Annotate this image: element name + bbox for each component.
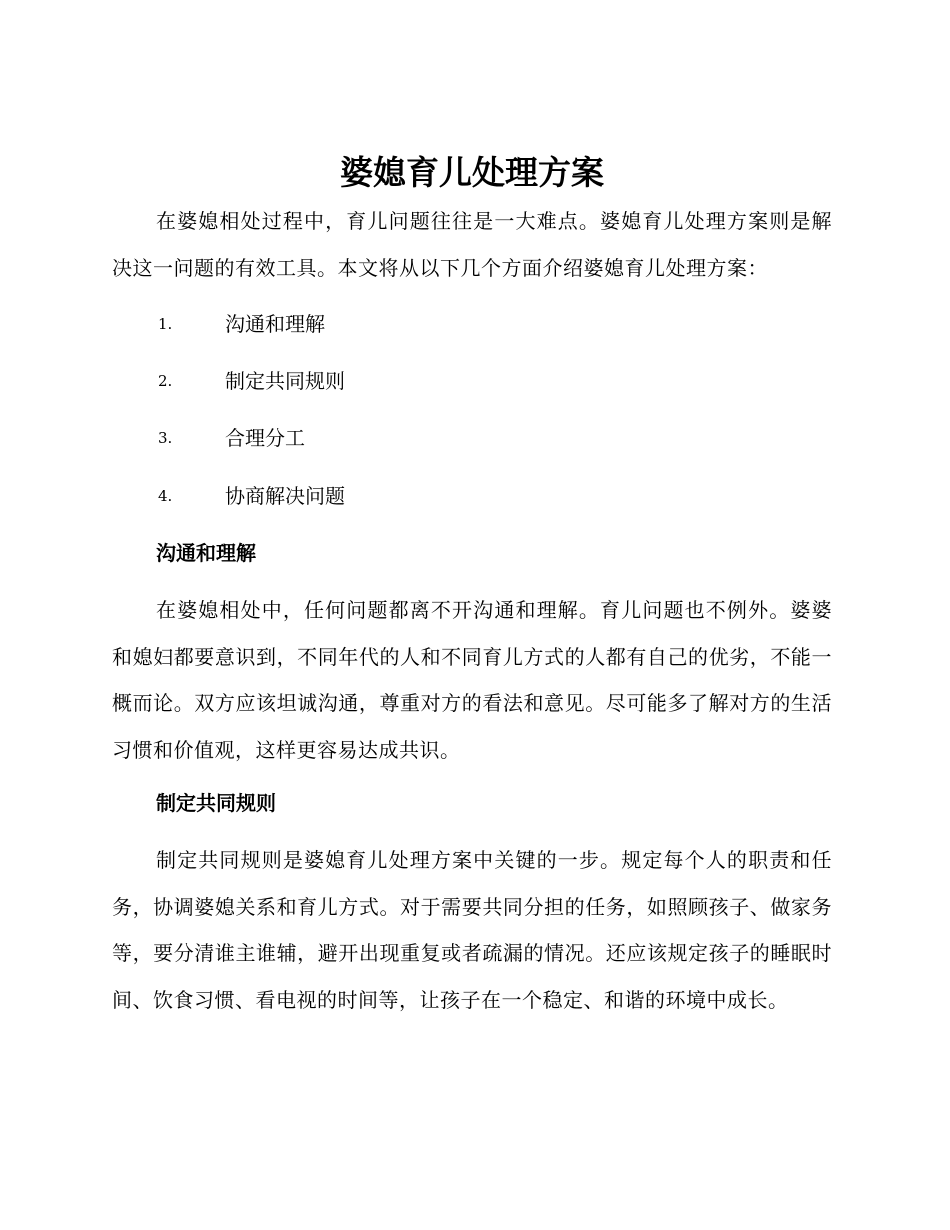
list-number: 2. <box>158 372 173 390</box>
list-text: 协商解决问题 <box>225 484 345 508</box>
section-body: 制定共同规则是婆媳育儿处理方案中关键的一步。规定每个人的职责和任务，协调婆媳关系和育儿方式。对于需要共同分担的任务，如照顾孩子、做家务等，要分清谁主谁辅，避开出现重复或者疏漏的情况。还应该规定孩子的睡眠时间、饮食习惯、看电视的时间等，让孩子在一个稳定、和谐的环境中成长。 <box>112 848 832 1012</box>
list-text: 合理分工 <box>225 426 305 450</box>
list-item <box>112 366 832 396</box>
section-heading: 制定共同规则 <box>156 791 276 815</box>
list-item <box>112 481 832 511</box>
intro-paragraph: 在婆媳相处过程中，育儿问题往往是一大难点。婆媳育儿处理方案则是解决这一问题的有效工具。本文将从以下几个方面介绍婆媳育儿处理方案： <box>112 209 832 280</box>
list-item <box>112 309 832 339</box>
list-text: 沟通和理解 <box>225 312 325 336</box>
document-title: 婆媳育儿处理方案 <box>340 153 604 192</box>
list-number: 4. <box>158 487 173 505</box>
section-body: 在婆媳相处中，任何问题都离不开沟通和理解。育儿问题也不例外。婆婆和媳妇都要意识到，不同年代的人和不同育儿方式的人都有自己的优劣，不能一概而论。双方应该坦诚沟通，尊重对方的看法和意见。尽可能多了解对方的生活习惯和价值观，这样更容易达成共识。 <box>112 598 832 762</box>
list-item <box>112 423 832 453</box>
list-number: 1. <box>158 315 173 333</box>
section-heading: 沟通和理解 <box>156 541 256 565</box>
list-number: 3. <box>158 429 173 447</box>
list-text: 制定共同规则 <box>225 369 345 393</box>
